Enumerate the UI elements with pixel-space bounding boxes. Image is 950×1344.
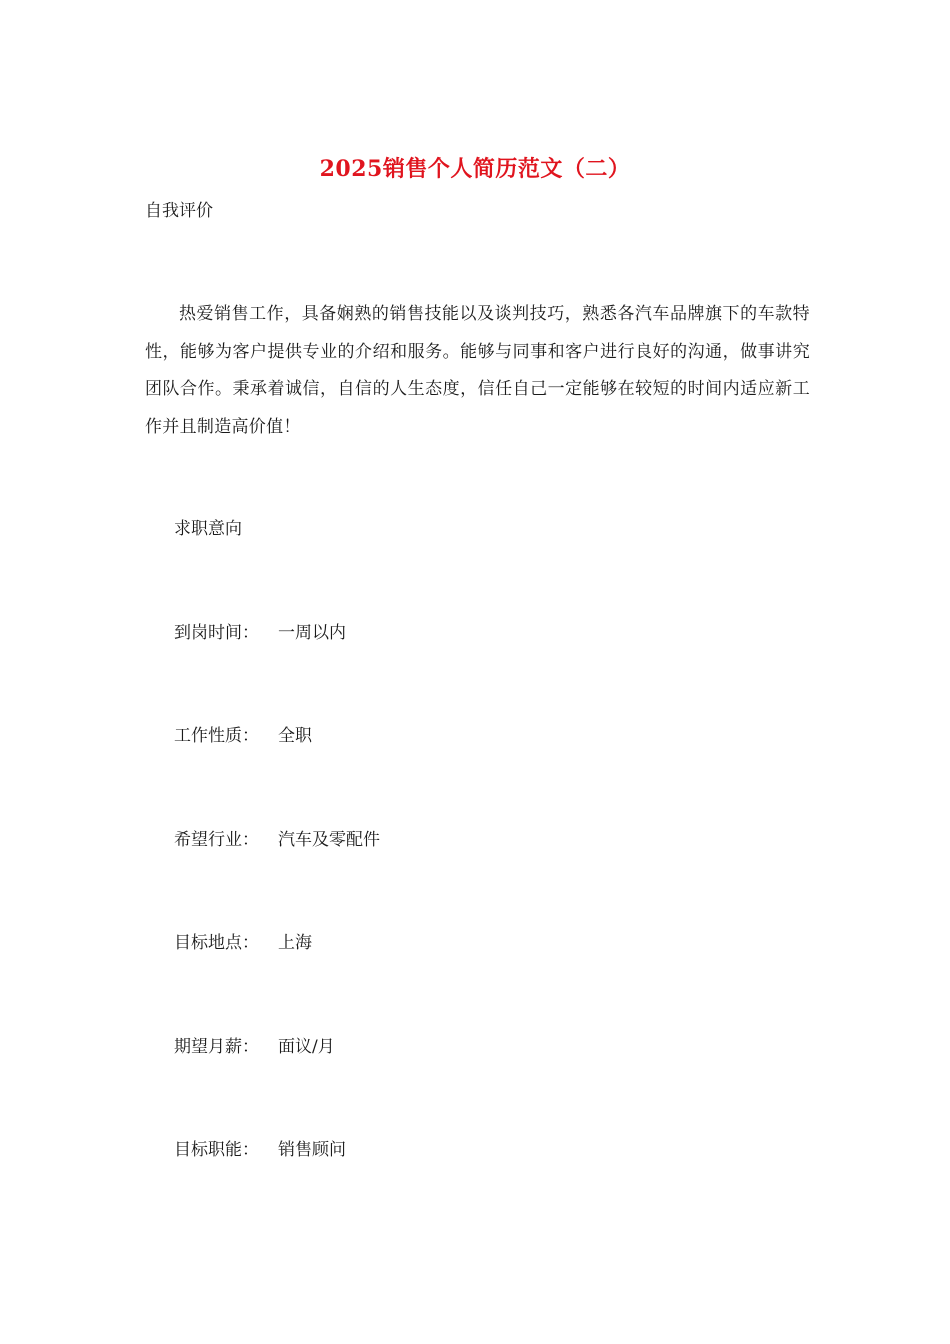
field-value: 面议/月 xyxy=(278,1037,335,1057)
field-label: 希望行业： xyxy=(174,830,259,850)
field-label: 工作性质： xyxy=(174,726,259,746)
field-row-arrival-time xyxy=(174,621,346,645)
self-evaluation-paragraph: 热爱销售工作，具备娴熟的销售技能以及谈判技巧，熟悉各汽车品牌旗下的车款特性，能够为客户提供专业的介绍和服务。能够与同事和客户进行良好的沟通，做事讲究团队合作。秉承着诚信，自信的人生态度，信任自己一定能够在较短的时间内适应新工作并且制造高价值！ xyxy=(145,304,810,437)
field-row-location xyxy=(174,931,312,955)
field-value: 全职 xyxy=(278,726,312,746)
field-row-job-type xyxy=(174,724,312,748)
field-label: 到岗时间： xyxy=(174,623,259,643)
field-value: 一周以内 xyxy=(278,623,346,643)
self-evaluation-heading: 自我评价 xyxy=(145,201,213,221)
field-row-industry xyxy=(174,828,380,852)
field-row-job-function xyxy=(174,1138,346,1162)
field-value: 销售顾问 xyxy=(278,1140,346,1160)
document-title: 2025销售个人简历范文（二） xyxy=(319,156,631,182)
field-label: 目标职能： xyxy=(174,1140,259,1160)
field-value: 汽车及零配件 xyxy=(278,830,380,850)
field-label: 目标地点： xyxy=(174,933,259,953)
field-label: 期望月薪： xyxy=(174,1037,259,1057)
job-intent-heading: 求职意向 xyxy=(174,519,242,539)
field-value: 上海 xyxy=(278,933,312,953)
field-row-salary xyxy=(174,1035,335,1059)
